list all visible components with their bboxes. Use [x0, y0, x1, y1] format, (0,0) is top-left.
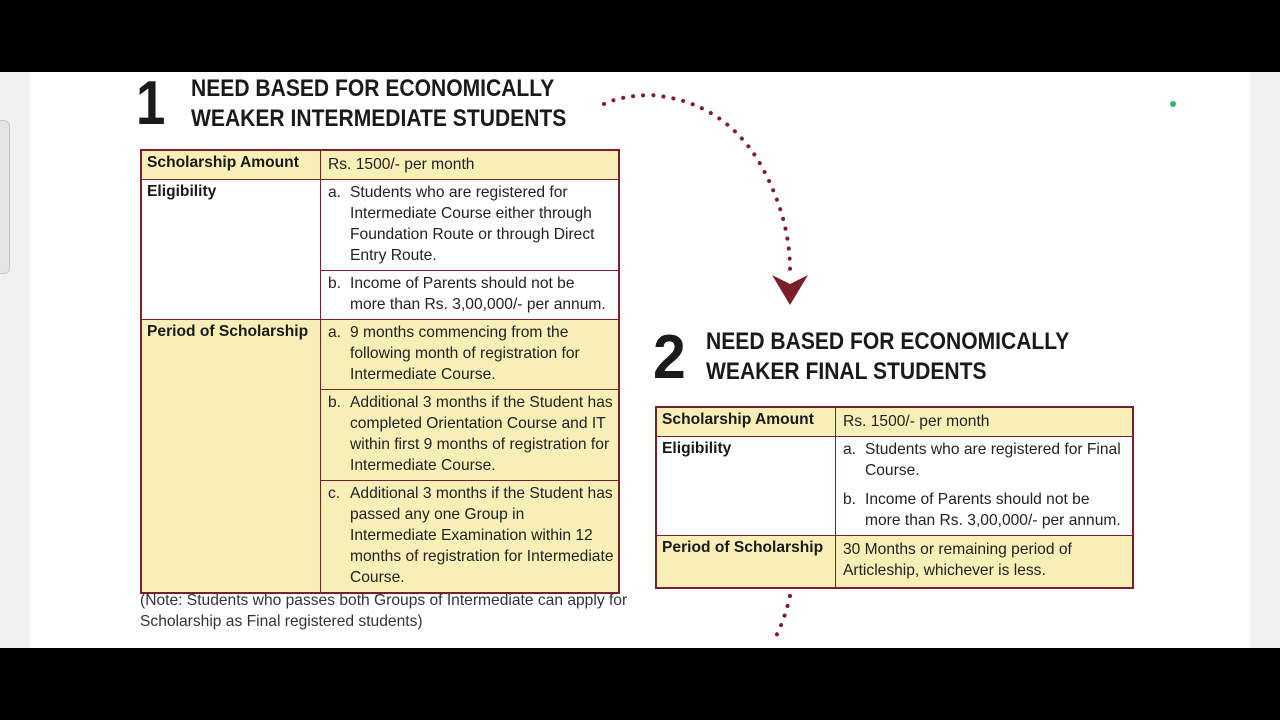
section-2-heading-line1: NEED BASED FOR ECONOMICALLY	[706, 328, 1070, 355]
section-2-heading	[706, 327, 1069, 387]
arrowhead-icon	[772, 275, 808, 305]
amount-value: Rs. 1500/- per month	[836, 407, 1134, 437]
intermediate-scholarship-table	[140, 149, 620, 594]
section-1-number: 1	[136, 69, 166, 138]
dotted-connector-top	[604, 95, 790, 270]
amount-label: Scholarship Amount	[656, 407, 836, 437]
period-item: a. 9 months commencing from the following month of registration for Intermediate Course.	[321, 320, 620, 390]
eligibility-label: Eligibility	[656, 437, 836, 536]
period-label: Period of Scholarship	[656, 536, 836, 589]
amount-label: Scholarship Amount	[141, 150, 321, 180]
section-1-heading	[191, 74, 566, 134]
section-2-heading-line2: WEAKER FINAL STUDENTS	[706, 358, 987, 385]
section-2-number: 2	[653, 323, 686, 392]
period-value: 30 Months or remaining period of Articleship, whichever is less.	[836, 536, 1134, 589]
period-label: Period of Scholarship	[141, 320, 321, 594]
section-1-heading-line2: WEAKER INTERMEDIATE STUDENTS	[191, 105, 567, 132]
period-item: b. Additional 3 months if the Student has completed Orientation Course and IT within first 9 months of registration for Intermediate Course.	[321, 390, 620, 481]
eligibility-item: b. Income of Parents should not be more than Rs. 3,00,000/- per annum.	[321, 271, 620, 320]
final-scholarship-table	[655, 406, 1134, 589]
eligibility-list: a. Students who are registered for Final Course. b. Income of Parents should not be more than Rs. 3,00,000/- per annum.	[836, 437, 1134, 536]
eligibility-item: a. Students who are registered for Intermediate Course either through Foundation Route or through Direct Entry Route.	[321, 180, 620, 271]
note-text: (Note: Students who passes both Groups of Intermediate can apply for Scholarship as Final registered students)	[140, 592, 628, 630]
section-1-heading-line1: NEED BASED FOR ECONOMICALLY	[191, 75, 555, 102]
dotted-connector-bottom	[774, 596, 790, 640]
eligibility-label: Eligibility	[141, 180, 321, 320]
period-item: c. Additional 3 months if the Student has passed any one Group in Intermediate Examination within 12 months of registration for Intermediate Course.	[321, 481, 620, 594]
amount-value: Rs. 1500/- per month	[321, 150, 620, 180]
